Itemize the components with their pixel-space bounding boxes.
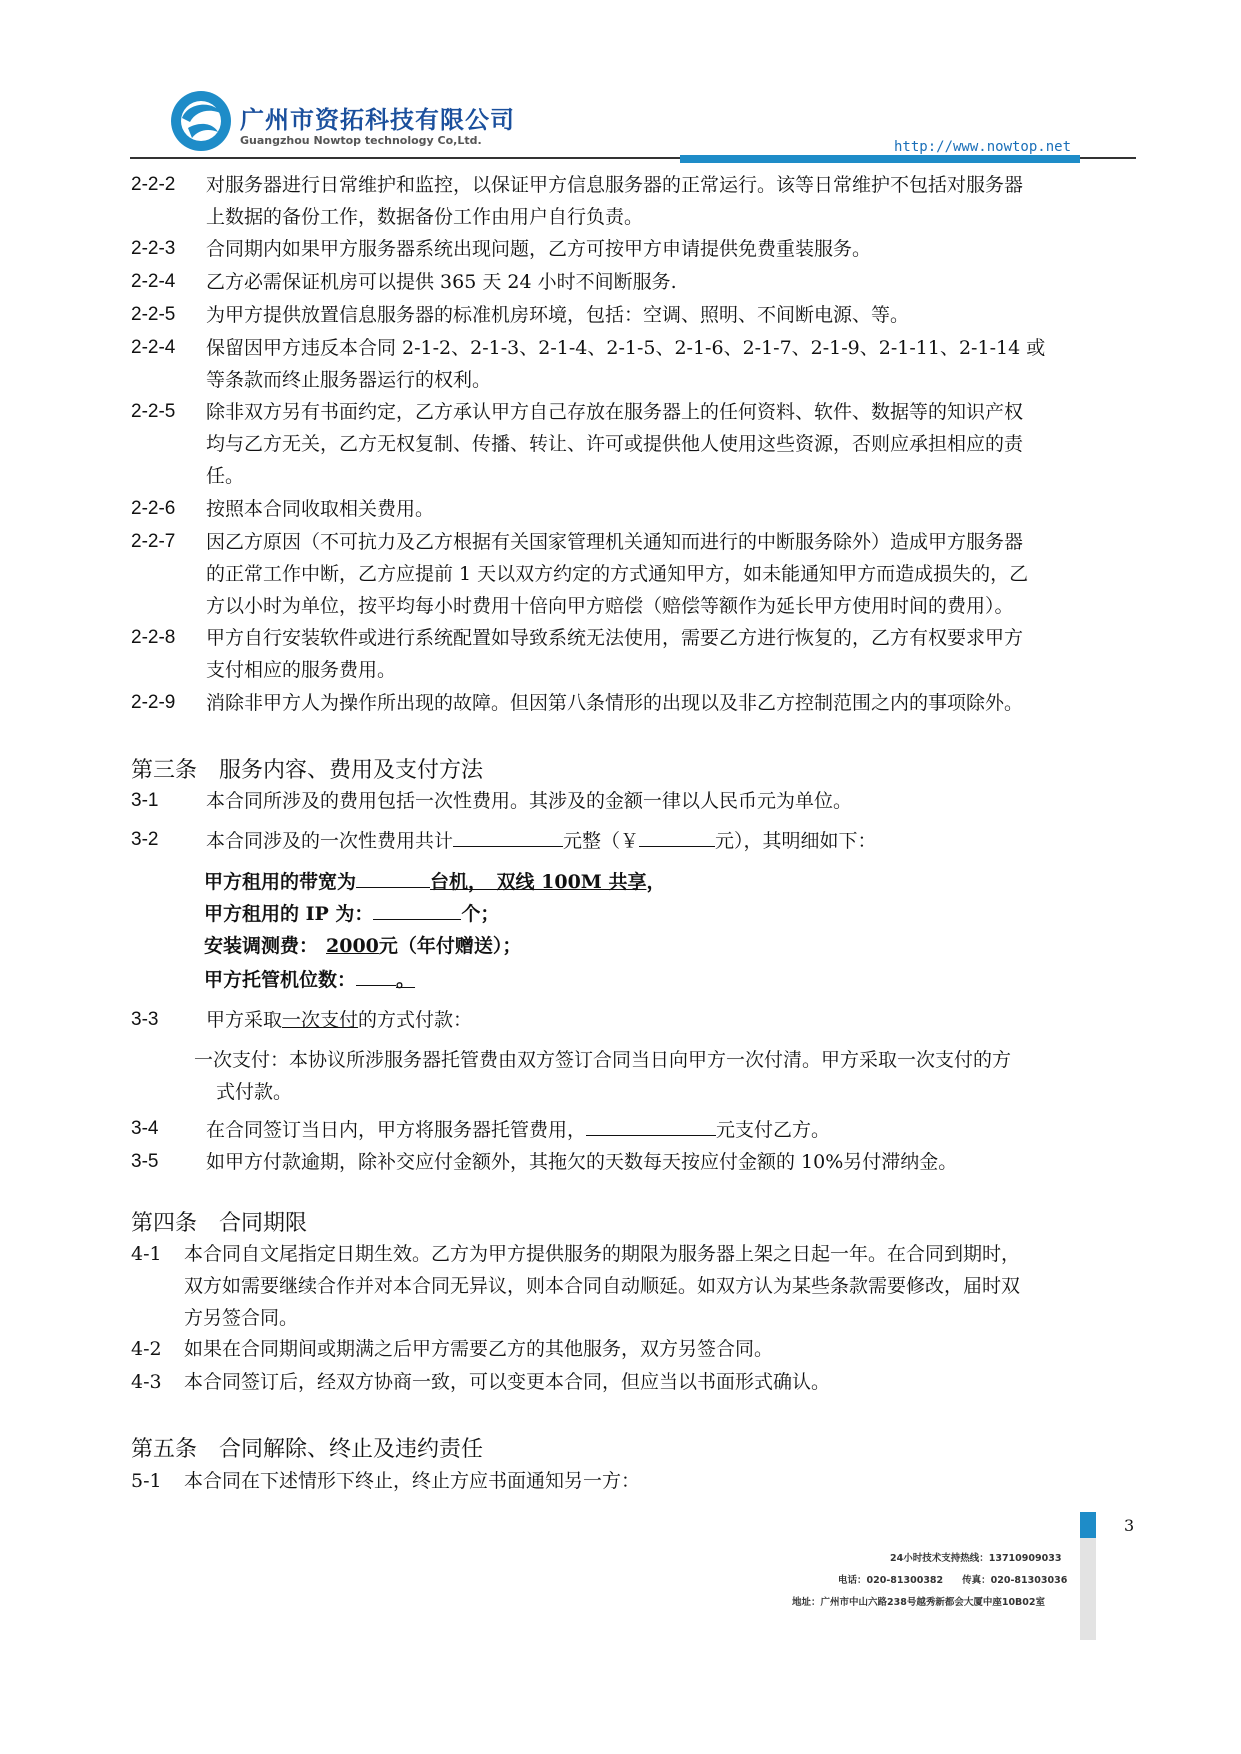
clause-text-line: 方另签合同。 <box>184 1307 299 1329</box>
detail-label: 元（年付赠送）； <box>378 935 522 957</box>
clause-text-line: 上数据的备份工作，数据备份工作由用户自行负责。 <box>206 206 644 228</box>
clause-number: 3-1 <box>131 790 159 811</box>
clause-3-2-text <box>206 824 877 857</box>
fill-blank[interactable] <box>373 897 461 920</box>
clause-text: 元支付乙方。 <box>716 1119 831 1141</box>
clause-text-line: 均与乙方无关，乙方无权复制、传播、转让、许可或提供他人使用这些资源，否则应承担相应的责 <box>206 433 1024 455</box>
detail-punct: 。 <box>396 969 416 991</box>
company-url[interactable]: http://www.nowtop.net <box>894 139 1072 155</box>
clause-number: 5-1 <box>131 1470 162 1492</box>
amount-blank[interactable] <box>586 1113 716 1136</box>
amount-blank[interactable] <box>639 824 715 847</box>
detail-punct: 个； <box>461 903 500 925</box>
clause-3-3-sub-1: 一次支付：本协议所涉服务器托管费由双方签订合同当日向甲方一次付清。甲方采取一次支付的方 <box>194 1049 1012 1071</box>
clause-text-line: 支付相应的服务费用。 <box>206 659 397 681</box>
clause-text: 甲方采取 <box>206 1009 283 1031</box>
section-3-heading: 第三条 服务内容、费用及支付方法 <box>131 758 484 783</box>
header-accent-bar <box>680 155 1080 163</box>
clause-number: 2-2-8 <box>131 627 176 648</box>
clause-text: 的方式付款： <box>358 1009 473 1031</box>
detail-label: 安装调测费： <box>204 935 319 957</box>
detail-rack-count <box>204 963 415 996</box>
clause-text: 元整（￥ <box>563 830 640 852</box>
clause-text-line: 乙方必需保证机房可以提供 365 天 24 小时不间断服务. <box>206 271 677 293</box>
clause-number: 4-2 <box>131 1338 162 1360</box>
clause-text: 本合同所涉及的费用包括一次性费用。其涉及的金额一律以人民币元为单位。 <box>206 790 853 812</box>
detail-label: 甲方租用的带宽为 <box>204 871 357 893</box>
fill-blank[interactable] <box>356 963 396 986</box>
clause-text-line: 合同期内如果甲方服务器系统出现问题，乙方可按甲方申请提供免费重装服务。 <box>206 238 872 260</box>
footer-side-accent <box>1080 1512 1096 1538</box>
clause-text-line: 如果在合同期间或期满之后甲方需要乙方的其他服务，双方另签合同。 <box>184 1338 774 1360</box>
clause-3-4-text <box>206 1113 830 1146</box>
payment-method: 一次支付 <box>282 1009 359 1031</box>
clause-text-line: 的正常工作中断，乙方应提前 1 天以双方约定的方式通知甲方，如未能通知甲方而造成损失的，乙 <box>206 563 1029 585</box>
clause-text-line: 本合同在下述情形下终止，终止方应书面通知另一方： <box>184 1470 641 1492</box>
company-logo-icon <box>168 88 234 154</box>
clause-text-line: 对服务器进行日常维护和监控，以保证甲方信息服务器的正常运行。该等日常维护不包括对服务器 <box>206 174 1024 196</box>
clause-number: 2-2-3 <box>131 238 176 259</box>
section-4-heading: 第四条 合同期限 <box>131 1211 308 1236</box>
clause-text-line: 任。 <box>206 465 245 487</box>
clause-text: 如甲方付款逾期，除补交应付金额外，其拖欠的天数每天按应付金额的 10%另付滞纳金。 <box>206 1151 958 1173</box>
clause-text: 本合同涉及的一次性费用共计 <box>206 830 454 852</box>
clause-text-line: 为甲方提供放置信息服务器的标准机房环境，包括：空调、照明、不间断电源、等。 <box>206 304 910 326</box>
clause-number: 2-2-9 <box>131 692 176 713</box>
clause-text-line: 消除非甲方人为操作所出现的故障。但因第八条情形的出现以及非乙方控制范围之内的事项除外。 <box>206 692 1024 714</box>
clause-text-line: 保留因甲方违反本合同 2-1-2、2-1-3、2-1-4、2-1-5、2-1-6、2-1-7、2-1-9、2-1-11、2-1-14 或 <box>206 337 1046 359</box>
clause-text-line: 本合同签订后，经双方协商一致，可以变更本合同，但应当以书面形式确认。 <box>184 1371 831 1393</box>
clause-number: 2-2-5 <box>131 401 176 422</box>
detail-bandwidth <box>204 865 665 898</box>
clause-number: 2-2-6 <box>131 498 176 519</box>
clause-number: 4-1 <box>131 1243 162 1265</box>
clause-text-line: 除非双方另有书面约定，乙方承认甲方自己存放在服务器上的任何资料、软件、数据等的知识产权 <box>206 401 1024 423</box>
footer-address: 地址：广州市中山六路238号越秀新都会大厦中座10B02室 <box>792 1597 1046 1608</box>
footer-hotline: 24小时技术支持热线：13710909033 <box>890 1553 1062 1564</box>
clause-number: 2-2-4 <box>131 271 176 292</box>
clause-number: 4-3 <box>131 1371 162 1393</box>
clause-number: 3-2 <box>131 829 159 850</box>
clause-number: 2-2-4 <box>131 337 176 358</box>
clause-number: 2-2-2 <box>131 174 176 195</box>
section-5-heading: 第五条 合同解除、终止及违约责任 <box>131 1437 484 1462</box>
clause-text-line: 方以小时为单位，按平均每小时费用十倍向甲方赔偿（赔偿等额作为延长甲方使用时间的费用）。 <box>206 595 1014 617</box>
clause-text-line: 甲方自行安装软件或进行系统配置如导致系统无法使用，需要乙方进行恢复的，乙方有权要求甲方 <box>206 627 1024 649</box>
clause-number: 3-4 <box>131 1118 159 1139</box>
clause-text-line: 因乙方原因（不可抗力及乙方根据有关国家管理机关通知而进行的中断服务除外）造成甲方服务器 <box>206 531 1024 553</box>
clause-text-line: 双方如需要继续合作并对本合同无异议，则本合同自动顺延。如双方认为某些条款需要修改，届时双 <box>184 1275 1021 1297</box>
clause-text: 元），其明细如下： <box>715 830 877 852</box>
clause-3-3-sub-2: 式付款。 <box>216 1081 293 1103</box>
clause-text: 在合同签订当日内，甲方将服务器托管费用， <box>206 1119 587 1141</box>
detail-install-fee <box>204 930 521 962</box>
detail-ip <box>204 897 499 930</box>
clause-text-line: 按照本合同收取相关费用。 <box>206 498 435 520</box>
page-number: 3 <box>1124 1516 1135 1535</box>
company-name-cn: 广州市资拓科技有限公司 <box>240 106 515 134</box>
clause-text-line: 本合同自文尾指定日期生效。乙方为甲方提供服务的期限为服务器上架之日起一年。在合同到期时， <box>184 1243 1021 1265</box>
detail-value: 台机， 双线 100M 共享 <box>430 871 647 893</box>
clause-number: 2-2-5 <box>131 304 176 325</box>
amount-blank[interactable] <box>453 824 563 847</box>
fill-blank[interactable] <box>356 865 430 888</box>
company-name-en: Guangzhou Nowtop technology Co,Ltd. <box>240 134 482 147</box>
detail-label: 甲方租用的 IP 为： <box>204 903 374 925</box>
clause-text-line: 等条款而终止服务器运行的权利。 <box>206 369 492 391</box>
clause-number: 3-5 <box>131 1151 159 1172</box>
footer-phone-fax: 电话：020-81300382 传真：020-81303036 <box>838 1575 1068 1586</box>
detail-label: 甲方托管机位数： <box>204 969 357 991</box>
install-fee-value: 2000 <box>326 935 379 957</box>
clause-3-3-text <box>206 1004 472 1036</box>
detail-punct: ， <box>646 871 666 893</box>
clause-number: 3-3 <box>131 1009 159 1030</box>
clause-number: 2-2-7 <box>131 531 176 552</box>
